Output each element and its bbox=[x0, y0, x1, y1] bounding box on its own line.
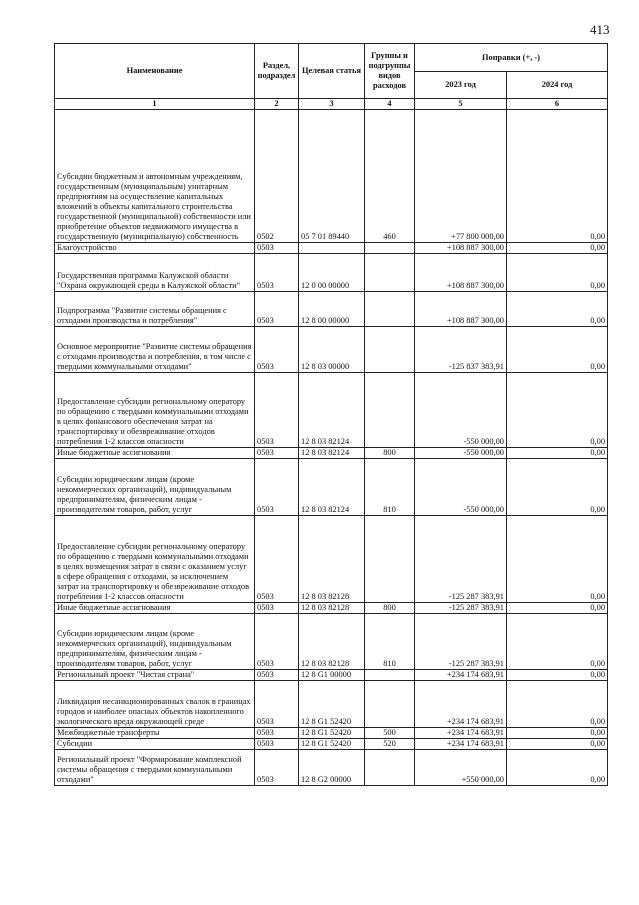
row-name: Иные бюджетные ассигнования bbox=[55, 603, 255, 614]
row-amount-2023: +108 887 300,00 bbox=[415, 243, 507, 254]
row-amount-2023: +234 174 683,91 bbox=[415, 681, 507, 728]
row-amount-2023: -125 287 383,91 bbox=[415, 516, 507, 603]
row-amount-2024: 0,00 bbox=[507, 459, 608, 516]
row-group: 810 bbox=[365, 614, 415, 670]
row-amount-2024: 0,00 bbox=[507, 681, 608, 728]
row-target: 12 8 G2 00000 bbox=[299, 750, 365, 786]
row-group: 460 bbox=[365, 110, 415, 243]
row-name: Иные бюджетные ассигнования bbox=[55, 448, 255, 459]
row-target: 12 8 G1 00000 bbox=[299, 670, 365, 681]
header-amendments: Поправки (+, -) bbox=[415, 44, 608, 72]
row-group bbox=[365, 327, 415, 373]
row-amount-2023: -550 000,00 bbox=[415, 459, 507, 516]
row-section: 0503 bbox=[255, 739, 299, 750]
table-row bbox=[55, 728, 608, 739]
header-section: Раздел, подраздел bbox=[255, 44, 299, 99]
row-amount-2023: +550 000,00 bbox=[415, 750, 507, 786]
row-group: 800 bbox=[365, 448, 415, 459]
row-name: Государственная программа Калужской области "Охрана окружающей среды в Калужской области" bbox=[55, 254, 255, 292]
table-row bbox=[55, 670, 608, 681]
row-amount-2024: 0,00 bbox=[507, 243, 608, 254]
column-number: 2 bbox=[255, 99, 299, 110]
row-name: Подпрограмма "Развитие системы обращения с отходами производства и потребления" bbox=[55, 292, 255, 327]
column-number: 3 bbox=[299, 99, 365, 110]
row-section: 0503 bbox=[255, 254, 299, 292]
row-target bbox=[299, 243, 365, 254]
row-section: 0503 bbox=[255, 681, 299, 728]
row-name: Предоставление субсидии региональному оператору по обращению с твердыми коммунальными отходами в целях финансового обеспечения затрат на транспортировку и обезвреживание отходов потребления 1-2 классов опасности bbox=[55, 373, 255, 448]
row-section: 0503 bbox=[255, 327, 299, 373]
row-amount-2023: +108 887 300,00 bbox=[415, 254, 507, 292]
row-amount-2024: 0,00 bbox=[507, 448, 608, 459]
row-target: 12 8 G1 52420 bbox=[299, 739, 365, 750]
table-row bbox=[55, 603, 608, 614]
table-row bbox=[55, 254, 608, 292]
row-group bbox=[365, 243, 415, 254]
table-row bbox=[55, 243, 608, 254]
row-target: 12 0 00 00000 bbox=[299, 254, 365, 292]
row-group bbox=[365, 750, 415, 786]
row-amount-2023: -125 837 383,91 bbox=[415, 327, 507, 373]
row-group bbox=[365, 681, 415, 728]
row-group: 500 bbox=[365, 728, 415, 739]
row-amount-2023: -550 000,00 bbox=[415, 373, 507, 448]
row-amount-2024: 0,00 bbox=[507, 603, 608, 614]
table-row bbox=[55, 739, 608, 750]
budget-amendments-table bbox=[54, 43, 608, 786]
header-year-2024: 2024 год bbox=[507, 72, 608, 99]
table-row bbox=[55, 110, 608, 243]
row-amount-2023: +234 174 683,91 bbox=[415, 728, 507, 739]
row-section: 0503 bbox=[255, 670, 299, 681]
page-number: 413 bbox=[590, 22, 610, 37]
table-row bbox=[55, 327, 608, 373]
row-amount-2023: -550 000,00 bbox=[415, 448, 507, 459]
row-group bbox=[365, 292, 415, 327]
table-row bbox=[55, 614, 608, 670]
row-target: 12 8 03 82128 bbox=[299, 614, 365, 670]
header-year-2023: 2023 год bbox=[415, 72, 507, 99]
row-amount-2024: 0,00 bbox=[507, 110, 608, 243]
row-section: 0503 bbox=[255, 459, 299, 516]
row-target: 12 8 G1 52420 bbox=[299, 728, 365, 739]
row-amount-2023: +234 174 683,91 bbox=[415, 670, 507, 681]
table-row bbox=[55, 373, 608, 448]
row-name: Региональный проект "Чистая страна" bbox=[55, 670, 255, 681]
row-target: 12 8 00 00000 bbox=[299, 292, 365, 327]
row-name: Благоустройство bbox=[55, 243, 255, 254]
row-section: 0503 bbox=[255, 614, 299, 670]
row-amount-2024: 0,00 bbox=[507, 516, 608, 603]
row-amount-2024: 0,00 bbox=[507, 292, 608, 327]
row-amount-2023: +234 174 683,91 bbox=[415, 739, 507, 750]
header-target: Целевая статья bbox=[299, 44, 365, 99]
row-section: 0503 bbox=[255, 728, 299, 739]
row-group bbox=[365, 670, 415, 681]
row-section: 0503 bbox=[255, 516, 299, 603]
row-target: 12 8 03 82124 bbox=[299, 459, 365, 516]
table-row bbox=[55, 516, 608, 603]
row-name: Региональный проект "Формирование комплексной системы обращения с твердыми коммунальными отходами" bbox=[55, 750, 255, 786]
table-row bbox=[55, 750, 608, 786]
row-amount-2023: -125 287 383,91 bbox=[415, 603, 507, 614]
header-name: Наименование bbox=[55, 44, 255, 99]
row-target: 12 8 03 82124 bbox=[299, 373, 365, 448]
row-name: Предоставление субсидии региональному оператору по обращению с твердыми коммунальными отходами в целях возмещения затрат в связи с оказанием услуг в сфере обращения с отходами, за исключением затрат на транспортировку и обезвреживание отходов потребления 1-2 классов опасности bbox=[55, 516, 255, 603]
row-section: 0502 bbox=[255, 110, 299, 243]
row-name: Ликвидация несанкционированных свалок в границах городов и наиболее опасных объектов накопленного экологического вреда окружающей среде bbox=[55, 681, 255, 728]
row-amount-2023: -125 287 383,91 bbox=[415, 614, 507, 670]
table-row bbox=[55, 448, 608, 459]
table-row bbox=[55, 459, 608, 516]
row-name: Межбюджетные трансферты bbox=[55, 728, 255, 739]
row-section: 0503 bbox=[255, 750, 299, 786]
column-number: 6 bbox=[507, 99, 608, 110]
row-target: 12 8 03 82124 bbox=[299, 448, 365, 459]
row-name: Основное мероприятие "Развитие системы обращения с отходами производства и потребления, в том числе с твердыми коммунальными отходами" bbox=[55, 327, 255, 373]
row-section: 0503 bbox=[255, 448, 299, 459]
row-target: 12 8 03 82128 bbox=[299, 603, 365, 614]
row-target: 12 8 03 00000 bbox=[299, 327, 365, 373]
table-row bbox=[55, 681, 608, 728]
row-group bbox=[365, 373, 415, 448]
row-target: 12 8 G1 52420 bbox=[299, 681, 365, 728]
row-section: 0503 bbox=[255, 373, 299, 448]
column-number: 4 bbox=[365, 99, 415, 110]
table-row bbox=[55, 292, 608, 327]
row-target: 12 8 03 82128 bbox=[299, 516, 365, 603]
header-groups: Группы и подгруппы видов расходов bbox=[365, 44, 415, 99]
row-group: 810 bbox=[365, 459, 415, 516]
row-amount-2024: 0,00 bbox=[507, 373, 608, 448]
row-amount-2024: 0,00 bbox=[507, 739, 608, 750]
row-section: 0503 bbox=[255, 603, 299, 614]
row-name: Субсидии юридическим лицам (кроме некоммерческих организаций), индивидуальным предпринимателям, физическим лицам - производителям товаров, работ, услуг bbox=[55, 459, 255, 516]
column-number: 1 bbox=[55, 99, 255, 110]
row-amount-2024: 0,00 bbox=[507, 614, 608, 670]
row-section: 0503 bbox=[255, 292, 299, 327]
row-group bbox=[365, 516, 415, 603]
row-amount-2024: 0,00 bbox=[507, 254, 608, 292]
row-group bbox=[365, 254, 415, 292]
row-amount-2024: 0,00 bbox=[507, 327, 608, 373]
row-group: 800 bbox=[365, 603, 415, 614]
row-section: 0503 bbox=[255, 243, 299, 254]
row-amount-2024: 0,00 bbox=[507, 750, 608, 786]
row-name: Субсидии bbox=[55, 739, 255, 750]
row-target: 05 7 01 89440 bbox=[299, 110, 365, 243]
row-amount-2023: +108 887 300,00 bbox=[415, 292, 507, 327]
row-name: Субсидии бюджетным и автономным учреждениям, государственным (муниципальным) унитарным предприятиям на осуществление капитальных вложений в объекты капитального строительства государственной (муниципальной) собственности или приобретение объектов недвижимого имущества в государственную (муниципальную) собственность bbox=[55, 110, 255, 243]
row-amount-2024: 0,00 bbox=[507, 670, 608, 681]
row-amount-2024: 0,00 bbox=[507, 728, 608, 739]
row-name: Субсидии юридическим лицам (кроме некоммерческих организаций), индивидуальным предпринимателям, физическим лицам - производителям товаров, работ, услуг bbox=[55, 614, 255, 670]
column-number: 5 bbox=[415, 99, 507, 110]
row-group: 520 bbox=[365, 739, 415, 750]
row-amount-2023: +77 800 000,00 bbox=[415, 110, 507, 243]
